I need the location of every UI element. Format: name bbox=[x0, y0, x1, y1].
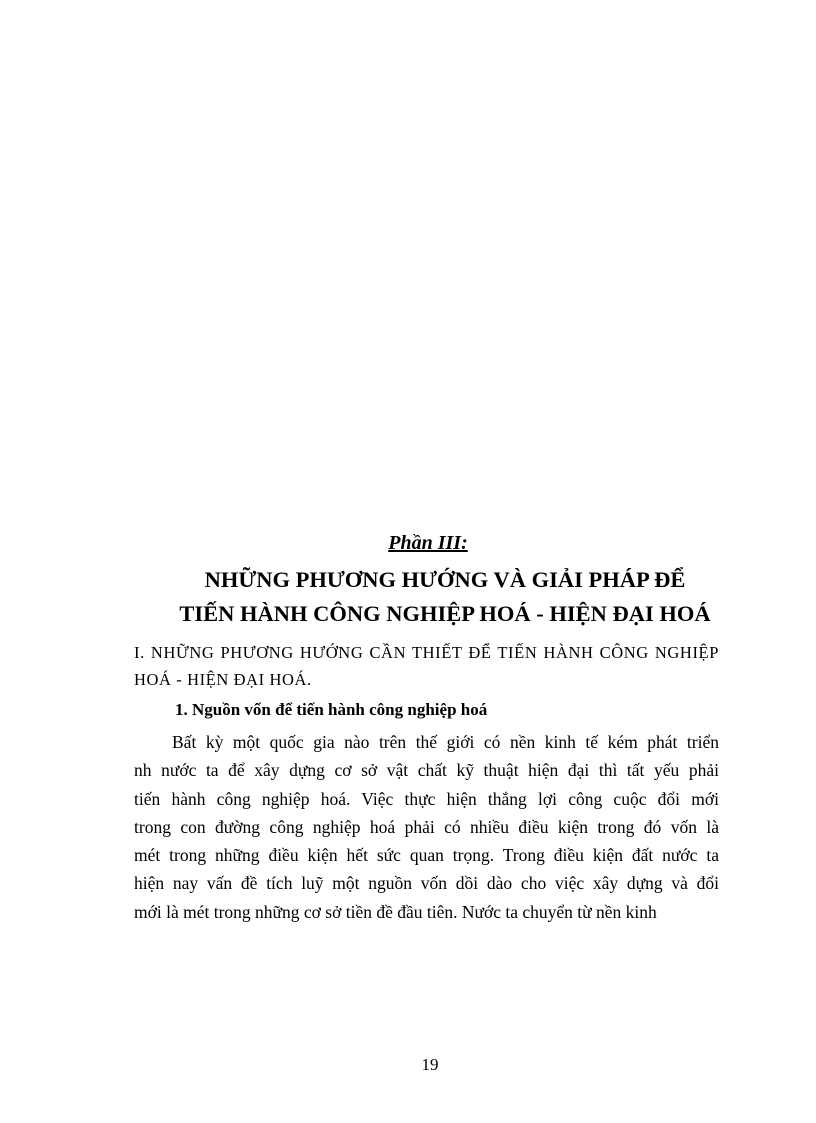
paragraph-line: mới là mét trong những cơ sở tiền đề đầu tiên. Nước ta chuyển từ nền kinh bbox=[134, 901, 657, 922]
subsection-title: 1. Nguồn vốn để tiến hành công nghiệp hoá bbox=[175, 700, 488, 719]
part-label: Phần III: bbox=[388, 532, 468, 554]
section-title: I. NHỮNG PHƯƠNG HƯỚNG CẦN THIẾT ĐỂ TIẾN HÀNH CÔNG NGHIỆP HOÁ - HIỆN ĐẠI HOÁ. bbox=[134, 643, 719, 689]
paragraph-line: nh nước ta để xây dựng cơ sở vật chất kỹ thuật hiện đại thì tất yếu phải bbox=[134, 760, 719, 781]
paragraph-line: trong con đường công nghiệp hoá phải có nhiều điều kiện trong đó vốn là bbox=[134, 816, 719, 837]
body-paragraph bbox=[134, 728, 719, 926]
paragraph-line: mét trong những điều kiện hết sức quan trọng. Trong điều kiện đất nước ta bbox=[134, 845, 719, 866]
chapter-heading-line-1: NHỮNG PHƯƠNG HƯỚNG VÀ GIẢI PHÁP ĐỂ bbox=[204, 567, 686, 592]
paragraph-line: Bất kỳ một quốc gia nào trên thế giới có nền kinh tế kém phát triển bbox=[172, 732, 719, 752]
paragraph-line: hiện nay vấn đề tích luỹ một nguồn vốn dồi dào cho việc xây dựng và đổi bbox=[134, 873, 719, 894]
paragraph-line: tiến hành công nghiệp hoá. Việc thực hiện thắng lợi công cuộc đổi mới bbox=[134, 788, 719, 809]
chapter-heading-line-2: TIẾN HÀNH CÔNG NGHIỆP HOÁ - HIỆN ĐẠI HOÁ bbox=[179, 601, 711, 626]
page-number: 19 bbox=[421, 1055, 439, 1074]
